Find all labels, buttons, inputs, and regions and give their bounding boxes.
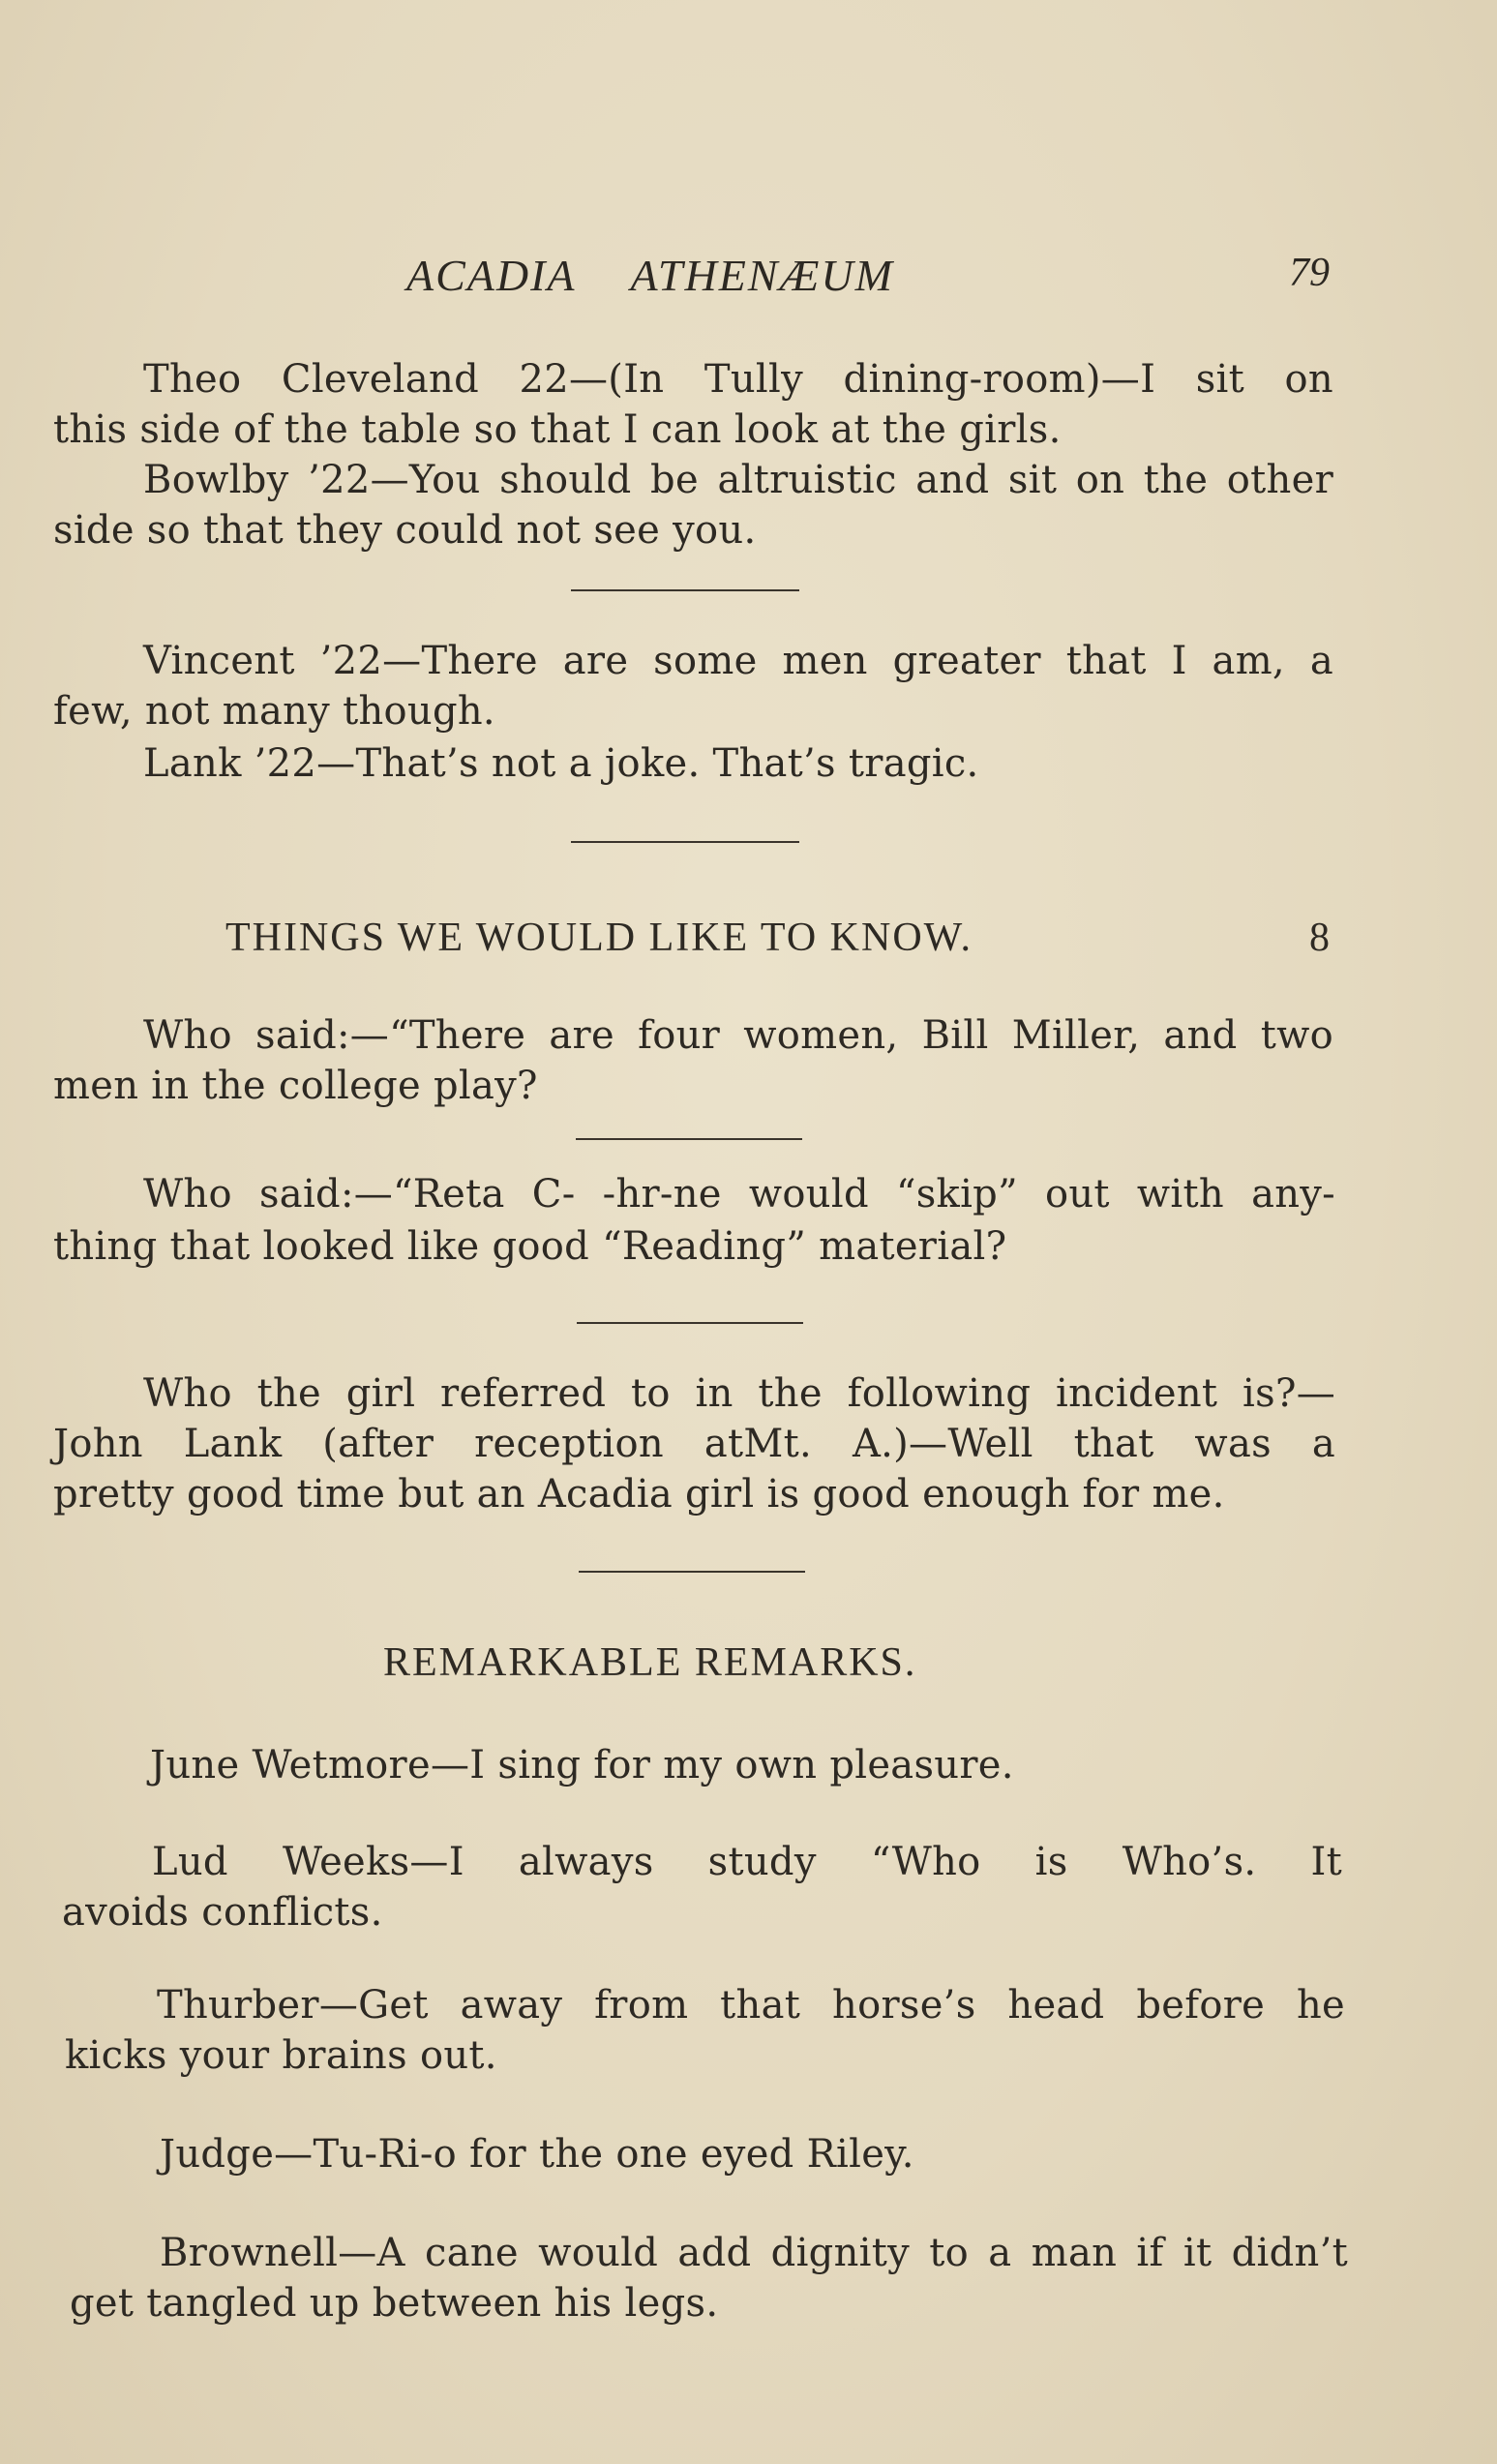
text-line: Theo Cleveland 22—(In Tully dining-room)—I sit on (143, 357, 1333, 402)
section-divider (577, 1322, 803, 1324)
text-line: Who said:—“There are four women, Bill Miller, and two (143, 1013, 1333, 1058)
text-line: Lud Weeks—I always study “Who is Who’s. It (152, 1840, 1342, 1884)
text-line: Who said:—“Reta C- -hr-ne would “skip” out with any- (143, 1172, 1335, 1217)
section-divider (571, 589, 799, 591)
section-heading-number: 8 (1309, 916, 1332, 960)
running-title-right: ATHENÆUM (630, 251, 894, 300)
text-line: Lank ’22—That’s not a joke. That’s tragic. (143, 741, 979, 786)
section-heading: REMARKABLE REMARKS. (383, 1640, 917, 1685)
section-heading: THINGS WE WOULD LIKE TO KNOW. (225, 916, 973, 960)
text-line: avoids conflicts. (62, 1890, 383, 1935)
text-line: pretty good time but an Acadia girl is good enough for me. (53, 1472, 1225, 1517)
text-line: Thurber—Get away from that horse’s head before he (157, 1983, 1345, 2028)
text-line: this side of the table so that I can look at the girls. (53, 407, 1062, 452)
section-divider (571, 841, 799, 843)
text-line: Bowlby ’22—You should be altruistic and sit on the other (143, 458, 1333, 502)
text-line: get tangled up between his legs. (70, 2281, 719, 2326)
text-line: Vincent ’22—There are some men greater that I am, a (143, 639, 1333, 683)
text-line: men in the college play? (53, 1064, 538, 1108)
running-title-left: ACADIA (406, 251, 577, 300)
text-line: side so that they could not see you. (53, 508, 757, 553)
section-divider (576, 1138, 802, 1140)
running-header (406, 250, 894, 301)
text-line: thing that looked like good “Reading” material? (53, 1224, 1007, 1269)
text-line: John Lank (after reception atMt. A.)—Well that was a (53, 1422, 1335, 1466)
text-line: June Wetmore—I sing for my own pleasure. (150, 1743, 1014, 1788)
page-number: 79 (1289, 251, 1330, 295)
text-line: Who the girl referred to in the following incident is?— (143, 1371, 1335, 1416)
section-divider (579, 1571, 805, 1573)
text-line: Brownell—A cane would add dignity to a man if it didn’t (160, 2231, 1348, 2275)
text-line: Judge—Tu-Ri-o for the one eyed Riley. (160, 2132, 914, 2177)
text-line: kicks your brains out. (65, 2033, 497, 2078)
text-line: few, not many though. (53, 689, 495, 734)
